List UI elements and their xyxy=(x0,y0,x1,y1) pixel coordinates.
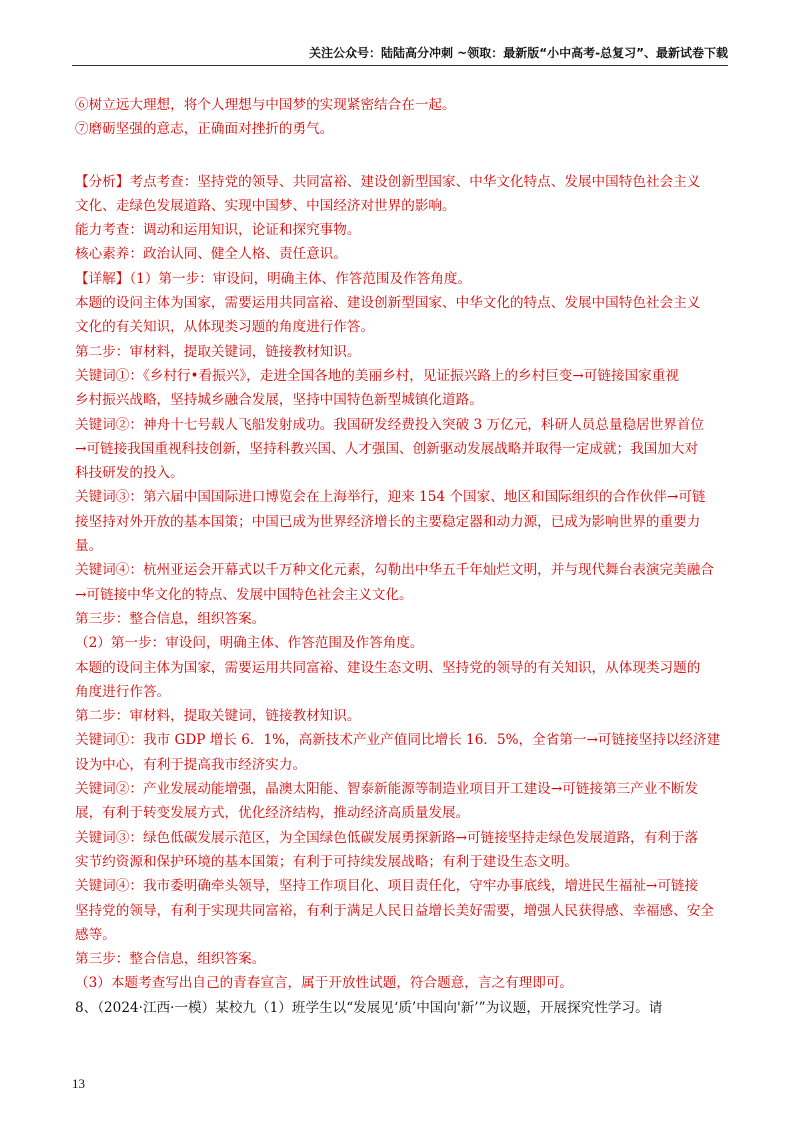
text-line: 关键词①：《乡村行•看振兴》，走进全国各地的美丽乡村，见证振兴路上的乡村巨变→可链接国家重视 xyxy=(75,367,679,384)
text-line: 第三步：整合信息，组织答案。 xyxy=(75,951,266,968)
text-line: 角度进行作答。 xyxy=(75,683,171,700)
text-line: 关键词②：产业发展动能增强，晶澳太阳能、智泰新能源等制造业项目开工建设→可链接第三产业不断发 xyxy=(75,781,699,798)
text-line: 本题的设问主体为国家，需要运用共同富裕、建设创新型国家、中华文化的特点、发展中国特色社会主义 xyxy=(75,295,701,312)
text-line: 关键词④：我市委明确牵头领导，坚持工作项目化、项目责任化，守牢办事底线，增进民生福祉→可链接 xyxy=(75,878,699,895)
text-line: 文化、走绿色发展道路、实现中国梦、中国经济对世界的影响。 xyxy=(75,197,456,214)
text-line: 第二步：审材料，提取关键词，链接教材知识。 xyxy=(75,708,361,725)
text-line: 量。 xyxy=(75,538,103,555)
text-line: ⑥树立远大理想，将个人理想与中国梦的实现紧密结合在一起。 xyxy=(75,97,456,113)
text-line: ⑦磨砺坚强的意志，正确面对挫折的勇气。 xyxy=(75,121,334,138)
text-line: 第三步：整合信息，组织答案。 xyxy=(75,610,266,627)
page-header xyxy=(0,0,800,60)
header-promo-text: 关注公众号：陆陆高分冲刺 ~领取：最新版“小中高考-总复习”、最新试卷下载 xyxy=(309,46,728,60)
text-line: （2）第一步：审设问，明确主体、作答范围及作答角度。 xyxy=(75,635,424,652)
text-line: 实节约资源和保护环境的基本国策；有利于可持续发展战略；有利于建设生态文明。 xyxy=(75,853,578,870)
page-number: 13 xyxy=(72,1076,85,1091)
text-line: 关键词④：杭州亚运会开幕式以千万种文化元素，勾勒出中华五千年灿烂文明，并与现代舞台表演完美融合 xyxy=(75,562,714,579)
text-line: 核心素养：政治认同、健全人格、责任意识。 xyxy=(75,246,347,263)
text-line: 科技研发的投入。 xyxy=(75,465,184,482)
text-line: （3）本题考查写出自己的青春宣言，属于开放性试题，符合题意，言之有理即可。 xyxy=(75,975,574,992)
text-line: 设为中心，有利于提高我市经济实力。 xyxy=(75,756,307,773)
text-line: 能力考查：调动和运用知识，论证和探究事物。 xyxy=(75,222,361,239)
text-line: 关键词①：我市 GDP 增长 6．1%，高新技术产业产值同比增长 16．5%，全省第一→可链接坚持以经济建 xyxy=(75,732,721,749)
text-line: 展，有利于转变发展方式，优化经济结构，推动经济高质量发展。 xyxy=(75,805,470,822)
text-line: 接坚持对外开放的基本国策；中国已成为世界经济增长的主要稳定器和动力源，已成为影响世界的重要力 xyxy=(75,513,701,530)
text-line: 关键词③：第六届中国国际进口博览会在上海举行，迎来 154 个国家、地区和国际组织的合作伙伴→可链 xyxy=(75,489,706,506)
detail-heading-line: 【详解】（1）第一步：审设问，明确主体、作答范围及作答角度。 xyxy=(75,270,472,287)
text-line: →可链接中华文化的特点、发展中国特色社会主义文化。 xyxy=(75,586,413,603)
analysis-heading-line: 【分析】考点考查：坚持党的领导、共同富裕、建设创新型国家、中华文化特点、发展中国特色社会主义 xyxy=(75,173,701,190)
text-line: 本题的设问主体为国家，需要运用共同富裕、建设生态文明、坚持党的领导的有关知识，从体现类习题的 xyxy=(75,659,701,676)
text-line: 感等。 xyxy=(75,926,116,943)
header-divider xyxy=(72,65,728,66)
blank-line xyxy=(75,142,725,170)
text-line: 关键词②：神舟十七号载人飞船发射成功。我国研发经费投入突破 3 万亿元，科研人员总量稳居世界首位 xyxy=(75,416,705,433)
text-line: 坚持党的领导，有利于实现共同富裕，有利于满足人民日益增长美好需要，增强人民获得感、幸福感、安全 xyxy=(75,902,714,919)
document-body xyxy=(75,93,725,1020)
text-line: 文化的有关知识，从体现类习题的角度进行作答。 xyxy=(75,319,375,336)
question-line: 8、（2024·江西·一模）某校九（1）班学生以“发展见‘质’中国向'新’”为议题，开展探究性学习。请 xyxy=(75,999,663,1016)
text-line: →可链接我国重视科技创新，坚持科教兴国、人才强国、创新驱动发展战略并取得一定成就；我国加大对 xyxy=(75,440,699,457)
text-line: 关键词③：绿色低碳发展示范区，为全国绿色低碳发展勇探新路→可链接坚持走绿色发展道路，有利于落 xyxy=(75,829,699,846)
text-line: 第二步：审材料，提取关键词，链接教材知识。 xyxy=(75,343,361,360)
text-line: 乡村振兴战略，坚持城乡融合发展，坚持中国特色新型城镇化道路。 xyxy=(75,392,483,409)
